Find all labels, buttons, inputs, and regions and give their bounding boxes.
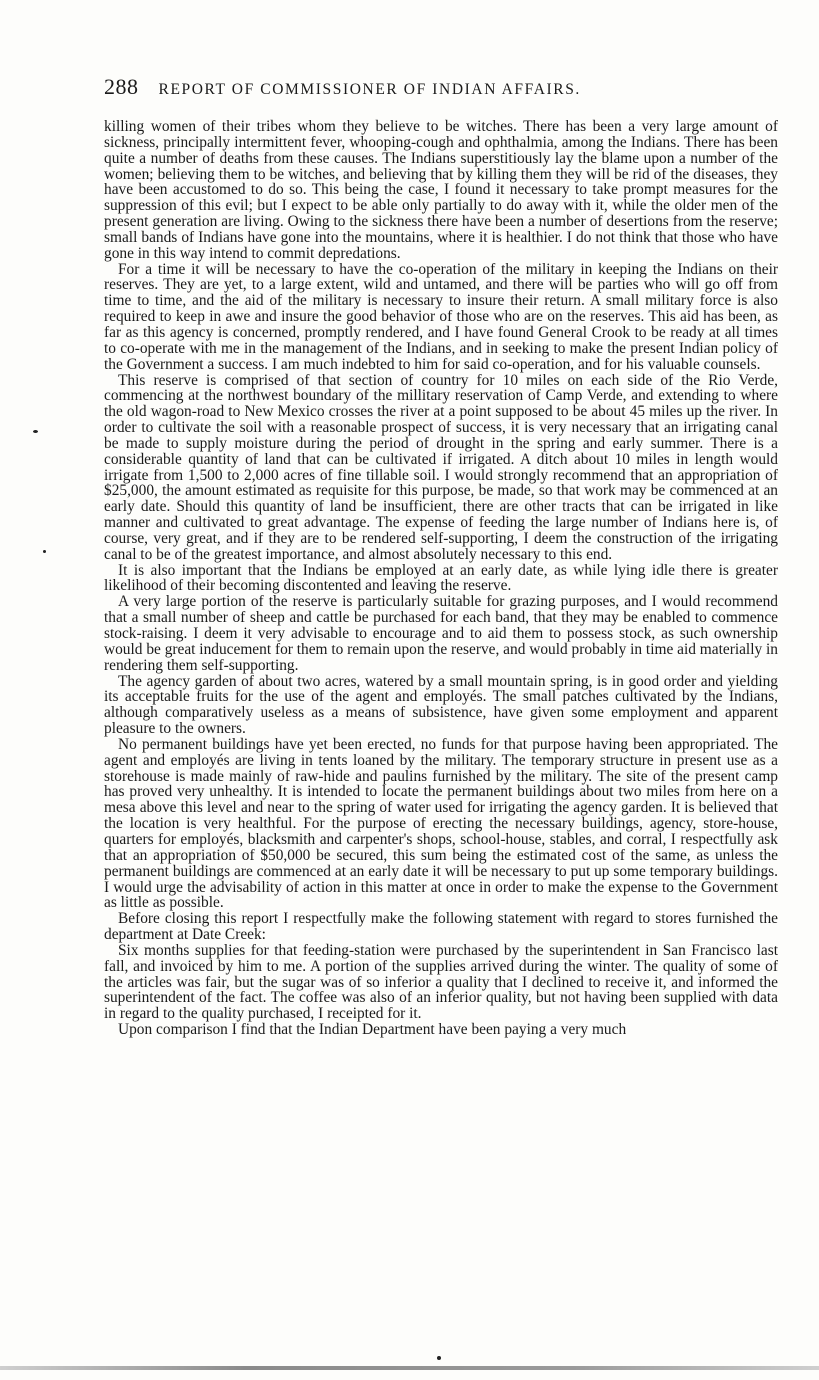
page-number: 288 (104, 74, 139, 99)
paragraph-permanent-buildings: No permanent buildings have yet been erected, no funds for that purpose having been appropriated. The agent and employés are living in tents loaned by the military. The temporary structure in present use as a storehouse is made mainly of raw-hide and paulins furnished by the military. The site of the present camp has proved very unhealthy. It is intended to locate the permanent buildings about two miles from here on a mesa above this level and near to the spring of water used for irrigating the agency garden. It is believed that the location is very healthful. For the purpose of erecting the necessary buildings, agency, store-house, quarters for employés, blacksmith and carpenter's shops, school-house, stables, and corral, I respectfully ask that an appropriation of $50,000 be secured, this sum being the estimated cost of the same, as unless the permanent buildings are commenced at an early date it will be necessary to put up some temporary buildings. I would urge the advisability of action in this matter at once in order to make the expense to the Government as little as possible. (104, 735, 778, 912)
page-header (104, 74, 784, 102)
paragraph-stock-raising: A very large portion of the reserve is particularly suitable for grazing purposes, and I would recommend that a small number of sheep and cattle be purchased for each band, that they may be enabled to commence stock-raising. I deem it very advisable to encourage and to aid them to possess stock, as such ownership would be great inducement for them to remain upon the reserve, and would probably in time aid materially in rendering them self-supporting. (104, 593, 778, 674)
paragraph-date-creek-intro: Before closing this report I respectfully make the following statement with regard to stores furnished the department at Date Creek: (104, 910, 778, 944)
paragraph-comparison: Upon comparison I find that the Indian Department have been paying a very much (118, 1021, 627, 1039)
report-body (104, 119, 778, 1038)
margin-speck-mark (33, 430, 38, 433)
paragraph-supplies: Six months supplies for that feeding-station were purchased by the superintendent in San Francisco last fall, and invoiced by him to me. A portion of the supplies arrived during the winter. The quality of some of the articles was fair, but the sugar was of so inferior a quality that I declined to receive it, and informed the superintendent of the fact. The coffee was also of an inferior quality, but not having been supplied with data in regard to the quality purchased, I receipted for it. (104, 941, 778, 1023)
running-title: REPORT OF COMMISSIONER OF INDIAN AFFAIRS. (158, 81, 581, 98)
page-bottom-edge (0, 1366, 819, 1370)
footer-dot-mark (437, 1356, 441, 1360)
paragraph-employment: It is also important that the Indians be employed at an early date, as while lying idle there is greater likelihood of their becoming discontented and leaving the reserve. (104, 561, 778, 595)
margin-dot-mark (43, 550, 46, 553)
paragraph-witchcraft-sickness: killing women of their tribes whom they believe to be witches. There has been a very large amount of sickness, principally intermittent fever, whooping-cough and ophthalmia, among the Indians. There has been quite a number of deaths from these causes. The Indians superstitiously lay the blame upon a number of the women; believing them to be witches, and believing that by killing them they will be rid of the diseases, they have been accustomed to do so. This being the case, I found it necessary to take prompt measures for the suppression of this evil; but I expect to be able only partially to do away with it, while the older men of the present generation are living. Owing to the sickness there have been a number of desertions from the reserve; small bands of Indians have gone into the mountains, where it is healthier. I do not think that those who have gone in this way intend to commit depredations. (104, 118, 778, 262)
paragraph-agency-garden: The agency garden of about two acres, watered by a small mountain spring, is in good order and yielding its acceptable fruits for the use of the agent and employés. The small patches cultivated by the Indians, although comparatively useless as a means of subsistence, have given some employment and apparent pleasure to the owners. (104, 672, 778, 738)
paragraph-military-cooperation: For a time it will be necessary to have the co-operation of the military in keeping the Indians on their reserves. They are yet, to a large extent, wild and untamed, and there will be parties who will go off from time to time, and the aid of the military is necessary to insure their return. A small military force is also required to keep in awe and insure the good behavior of those who are on the reserves. This aid has been, as far as this agency is concerned, promptly rendered, and I have found General Crook to be ready at all times to co-operate with me in the management of the Indians, and in seeking to make the present Indian policy of the Government a success. I am much indebted to him for said co-operation, and for his valuable counsels. (104, 260, 778, 373)
paragraph-reserve-irrigation: This reserve is comprised of that section of country for 10 miles on each side of the Rio Verde, commencing at the northwest boundary of the millitary reservation of Camp Verde, and extending to where the old wagon-road to New Mexico crosses the river at a point supposed to be about 45 miles up the river. In order to cultivate the soil with a reasonable prospect of success, it is very necessary that an irrigating canal be made to supply moisture during the period of drought in the spring and early summer. There is a considerable quantity of land that can be cultivated if irrigated. A ditch about 10 miles in length would irrigate from 1,500 to 2,000 acres of fine tillable soil. I would strongly recommend that an appropriation of $25,000, the amount estimated as requisite for this purpose, be made, so that work may be commenced at an early date. Should this quantity of land be insufficient, there are other tracts that can be irrigated in like manner and cultivated to great advantage. The expense of feeding the large number of Indians here is, of course, very great, and if they are to be rendered self-supporting, I deem the construction of the irrigating canal to be of the greatest importance, and almost absolutely necessary to this end. (104, 371, 778, 563)
